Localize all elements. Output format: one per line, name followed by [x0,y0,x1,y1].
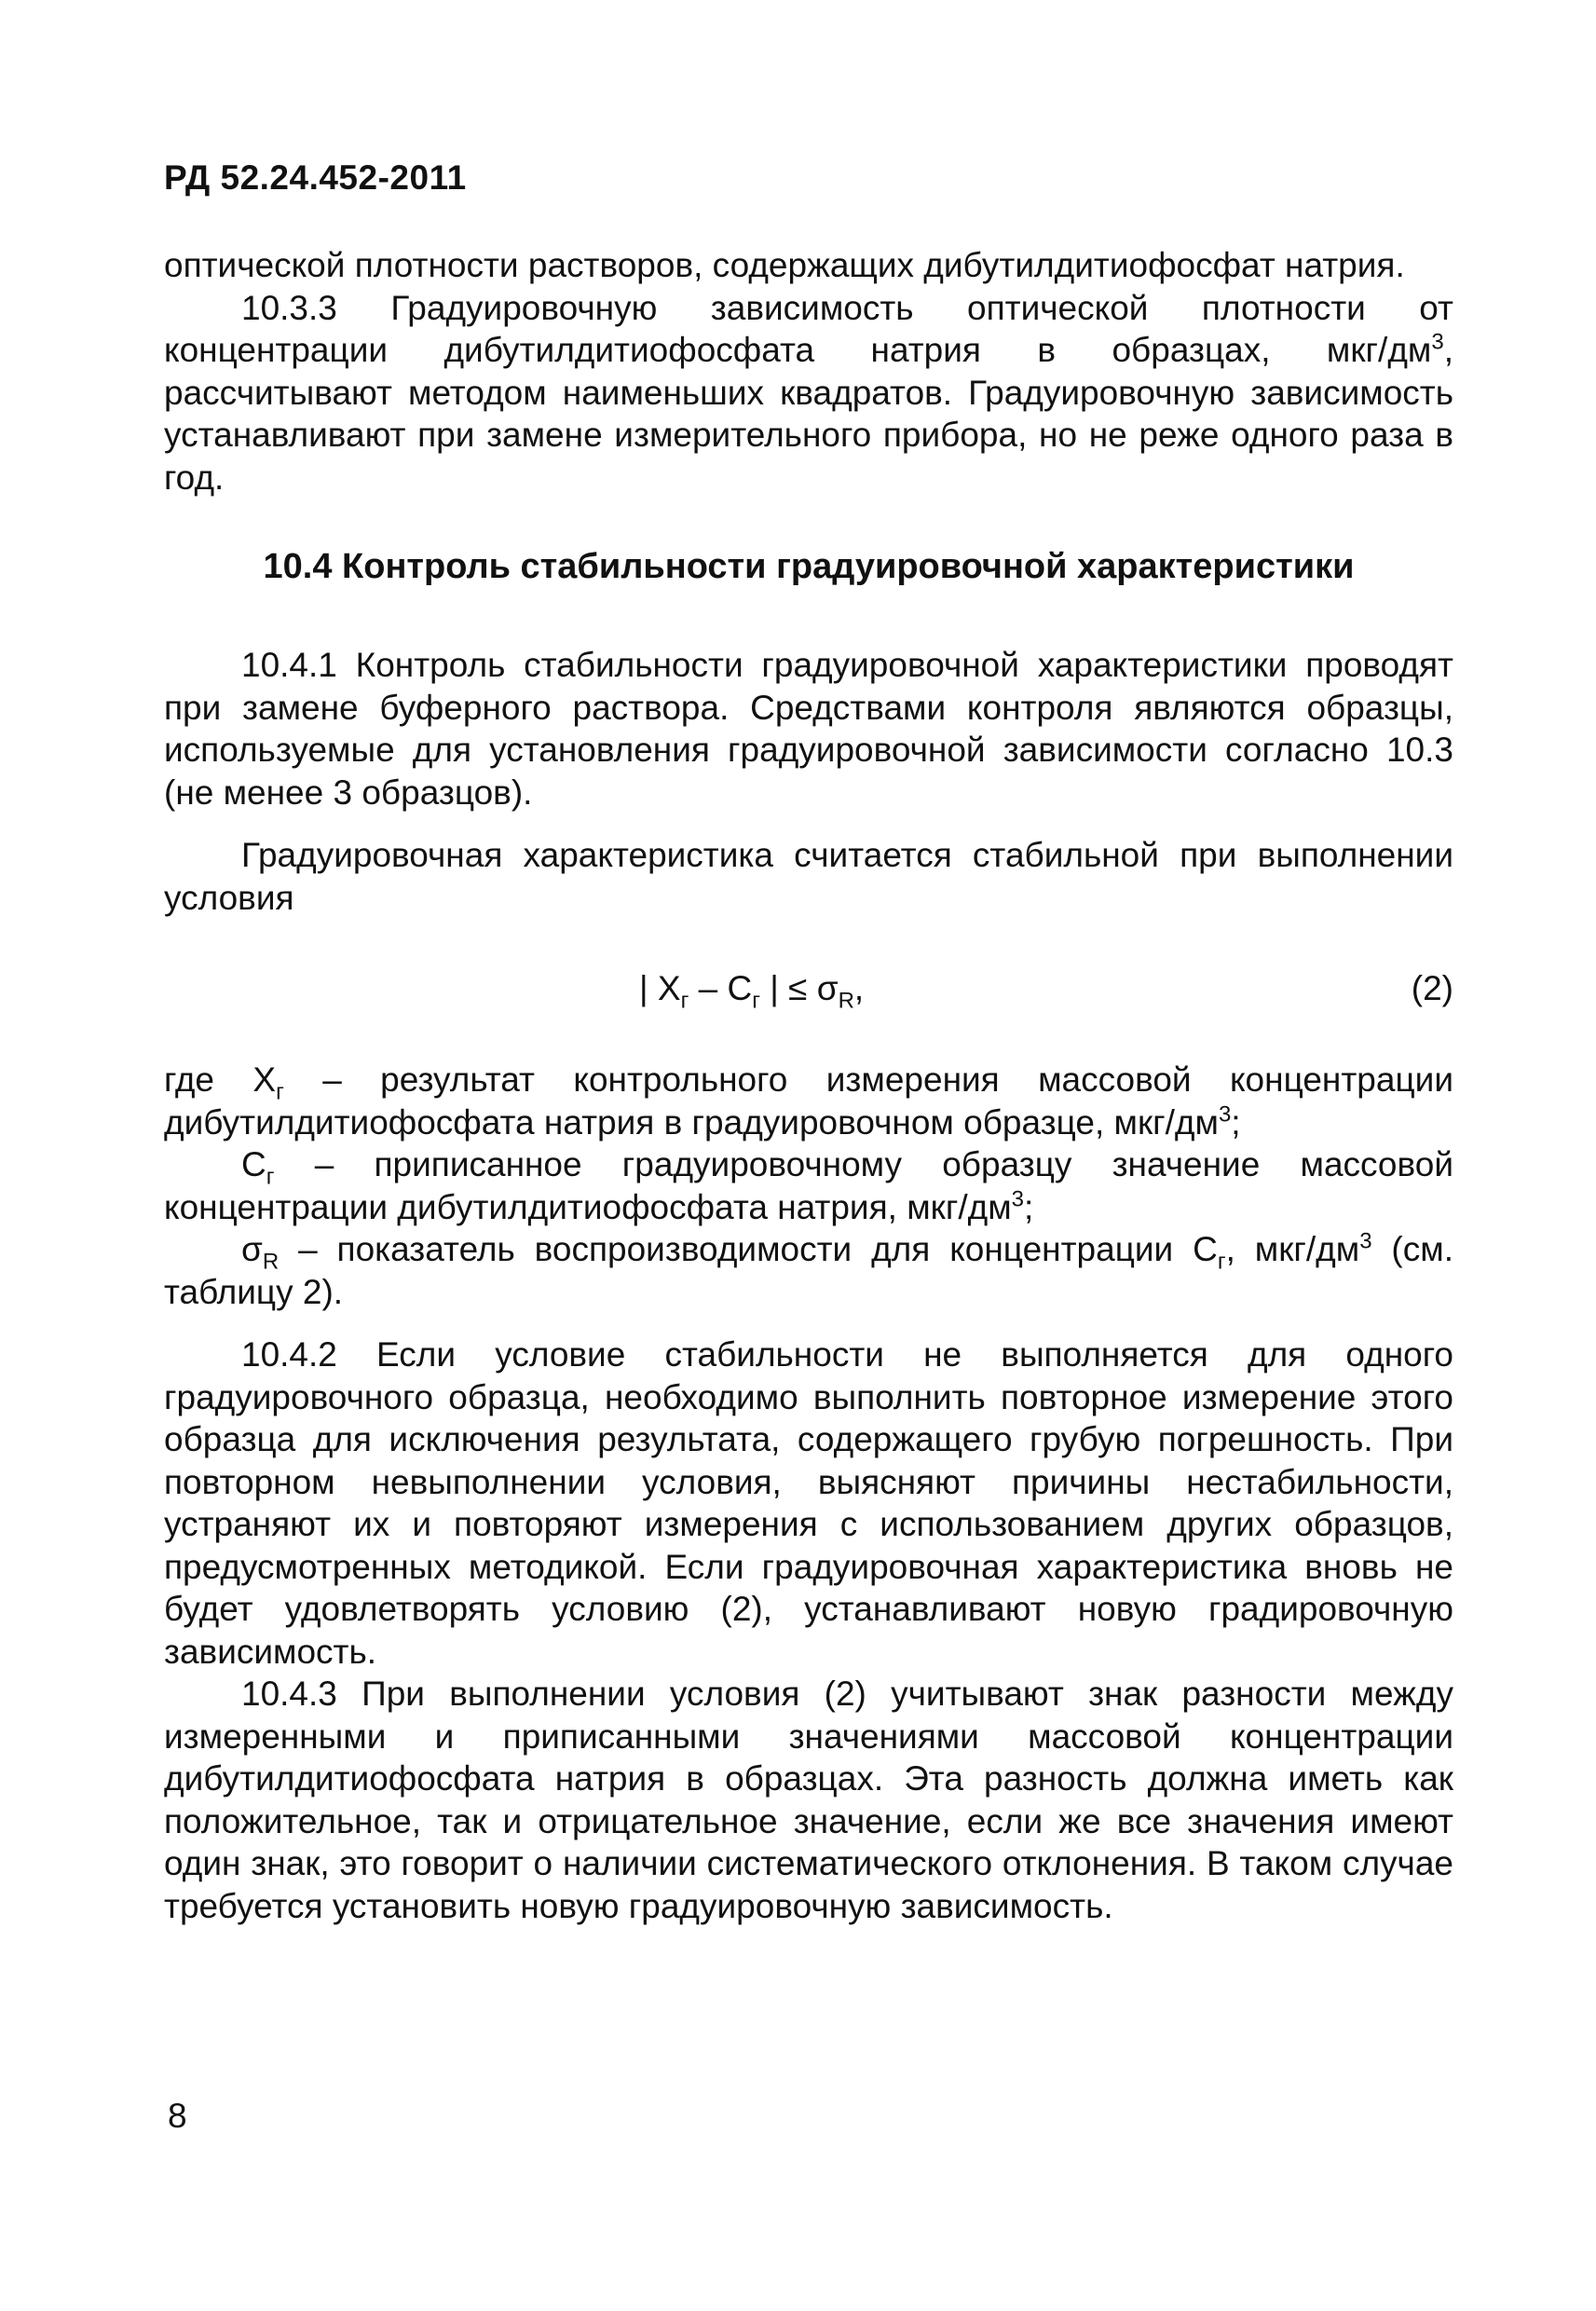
definition-c-end: ; [1024,1187,1034,1226]
definition-sigma-sup: 3 [1359,1228,1372,1254]
formula-row [164,967,1453,1012]
paragraph-10-3-3-text: 10.3.3 Градуировочную зависимость оптической плотности от концентрации дибутилдитиофосфата натрия в образцах, мкг/дм [164,288,1453,369]
definition-sigma-pre: σ [241,1230,263,1268]
formula-close: | ≤ σ [759,969,839,1007]
definition-sigma-end: (см. таблицу 2). [164,1230,1453,1311]
paragraph-10-4-1: 10.4.1 Контроль стабильности градуировочной характеристики проводят при замене буферного раствора. Средствами контроля являются образцы, используемые для установления градуировочной зависимости согласно 10.3 (не менее 3 образцов). [164,646,1453,812]
paragraph-continuation: оптической плотности растворов, содержащих дибутилдитиофосфат натрия. [164,246,1405,284]
formula-sub-c: г [752,988,760,1014]
document-body [164,244,1453,1927]
document-code-header: РД 52.24.452-2011 [164,158,467,197]
formula-2 [639,967,865,1014]
section-heading-10-4: 10.4 Контроль стабильности градуировочной характеристики [263,547,1355,586]
definition-c-sub: г [266,1164,275,1190]
paragraph-10-3-3 [164,287,1453,499]
definition-c-pre: C [241,1145,266,1183]
paragraph-stability-condition: Градуировочная характеристика считается стабильной при выполнении условия [164,836,1453,917]
definition-sigma-sub-c: г [1217,1249,1226,1275]
definition-x-pre: где X [164,1060,277,1099]
definition-x-end: ; [1231,1102,1241,1142]
definition-sigma [164,1228,1453,1313]
formula-minus: – C [689,969,753,1007]
definition-sigma-mid: , мкг/дм [1225,1230,1360,1268]
formula-tail: , [853,969,865,1007]
definition-c-sup: 3 [1011,1186,1024,1212]
formula-sub-x: г [680,988,689,1014]
definition-sigma-text: – показатель воспроизводимости для концентрации C [279,1230,1218,1268]
equation-number: (2) [1411,969,1453,1007]
definition-c-text: – приписанное градуировочному образцу значение массовой концентрации дибутилдитиофосфата натрия, мкг/дм [164,1145,1453,1226]
page-number: 8 [168,2097,187,2135]
paragraph-10-3-3-tail: , рассчитывают методом наименьших квадратов. Градуировочную зависимость устанавливают при замене измерительного прибора, но не реже одного раза в год. [164,331,1453,497]
definition-x-text: – результат контрольного измерения массовой концентрации дибутилдитиофосфата натрия в градуировочном образце, мкг/дм [164,1060,1453,1142]
definition-x [164,1059,1453,1143]
paragraph-10-4-3: 10.4.3 При выполнении условия (2) учитывают знак разности между измеренными и приписанными значениями массовой концентрации дибутилдитиофосфата натрия в образцах. Эта разность должна иметь как положительное, так и отрицательное значение, если же все значения имеют один знак, это говорит о наличии систематического отклонения. В таком случае требуется установить новую градуировочную зависимость. [164,1675,1453,1925]
paragraph-10-4-2: 10.4.2 Если условие стабильности не выполняется для одного градуировочного образца, необходимо выполнить повторное измерение этого образца для исключения результата, содержащего грубую погрешность. При повторном невыполнении условия, выясняют причины нестабильности, устраняют их и повторяют измерения с использованием других образцов, предусмотренных методикой. Если градуировочная характеристика вновь не будет удовлетворять условию (2), устанавливают новую градировочную зависимость. [164,1335,1453,1671]
formula-open: | X [639,969,681,1007]
definition-x-sup: 3 [1218,1101,1232,1128]
definition-x-sub: г [276,1079,284,1105]
definition-c [164,1143,1453,1228]
formula-sub-sigma: R [838,988,854,1014]
superscript-3: 3 [1431,329,1444,355]
definition-sigma-sub: R [262,1249,280,1275]
